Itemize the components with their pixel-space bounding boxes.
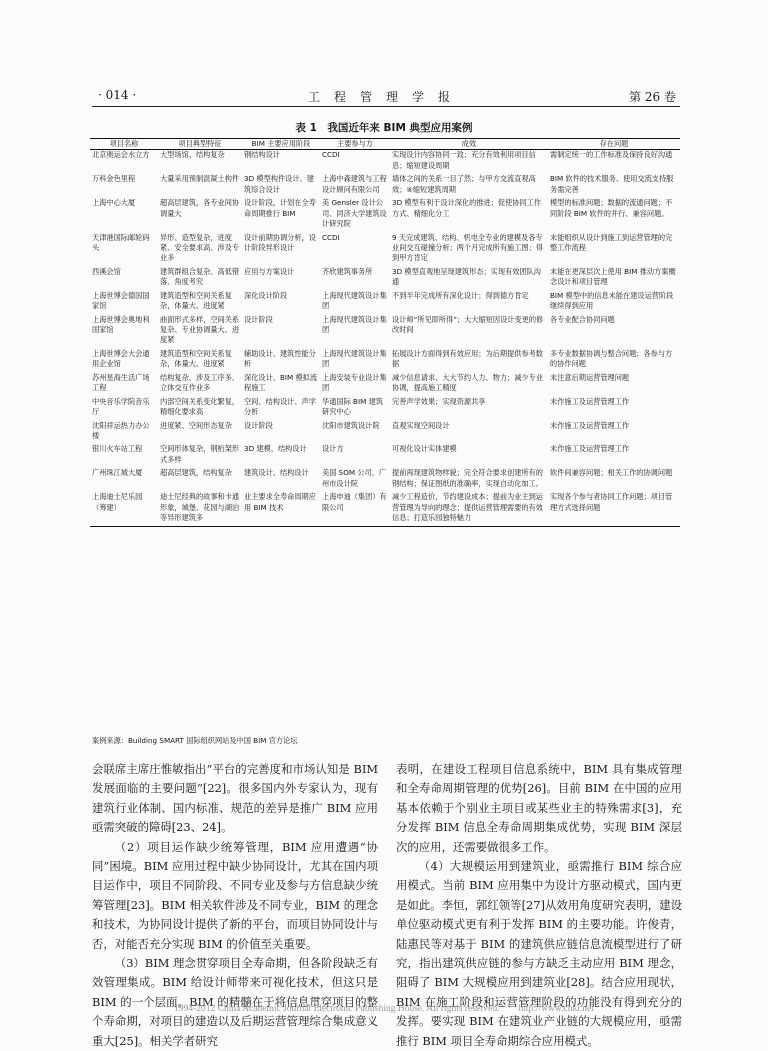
paragraph: 表明，在建设工程项目信息系统中，BIM 具有集成管理和全寿命周期管理的优势[26]。目前 BIM 在中国的应用基本依赖于个别业主项目或某些业主的特殊需求[3]，充分发挥 BIM 信息全寿命周期集成优势，实现 BIM 深层次的应用，还需要做很多工作。 xyxy=(396,762,682,854)
paragraph: （2）项目运作缺少统筹管理，BIM 应用遭遇“协同”困境。BIM 应用过程中缺少协同设计，尤其在国内项目运作中，项目不同阶段、不同专业及参与方信息缺少统筹管理[23]。BIM 相关软件涉及不同专业，BIM 的理念和技术，为协同设计提供了新的平台，而项目协同设计与否，对能否充分实现 BIM 的价值至关重要。 xyxy=(92,839,378,951)
table-row xyxy=(90,267,680,291)
column-header: 项目名称 xyxy=(90,139,158,150)
table-cell: 天津港国际邮轮码头 xyxy=(92,232,150,252)
table-cell: 迪士尼经典的故事和卡通形象，城堡、花园与湖泊等异形建筑多 xyxy=(158,492,242,527)
table-cell: 建筑造型和空间关系复杂，体量大、进度紧 xyxy=(160,348,232,369)
table-cell: 9 天完成建筑、结构、机电全专业的建模及各专业间交互碰撞分析；两个月完成所有施工图；得到甲方肯定 xyxy=(392,232,543,263)
table-cell: 设计阶段 xyxy=(244,420,273,430)
table-row xyxy=(90,150,680,174)
table-cell: 设计师“所见即所得”；大大缩短因设计变更的修改时间 xyxy=(392,314,544,334)
table-row xyxy=(90,373,680,397)
paragraph: （4）大规模运用到建筑业，亟需推行 BIM 综合应用模式。当前 BIM 应用集中为设计方驱动模式，国内更是如此。李恒，郭红领等[27]从效用角度研究表明，建设单位驱动模式更有利于发挥 BIM 的主要功能。许俊青，陆惠民等对基于 BIM 的建筑供应链信息流模型进行了研究，指出建筑供应链的参与方缺乏主动应用 BIM 理念，阻碍了 BIM 大规模应用到建筑业[28]。结合应用现状，BIM 在施工阶段和运营管理阶段的功能没有得到充分的发挥。要实现 BIM 在建筑业产业链的大规模应用，亟需推行 BIM 项目全寿命期综合应用模式。 xyxy=(396,859,682,1048)
table-cell: 空间、结构设计、声学分析 xyxy=(244,396,316,417)
table-cell: 中央音乐学院音乐厅 xyxy=(92,396,150,417)
table-cell: 建筑设计、结构设计 xyxy=(244,468,309,478)
table-cell: CCDI xyxy=(322,150,340,160)
table-cell: 辅助设计、建筑性能分析 xyxy=(244,348,316,369)
table-cell: 齐欣建筑事务所 xyxy=(322,266,373,276)
bim-cases-table xyxy=(90,138,680,527)
table-cell: 多专业数据协调与整合问题；各参与方的协作问题 xyxy=(550,348,673,369)
table-cell: 苏州星海生活广场工程 xyxy=(92,372,150,393)
table-cell: BIM 模型中的信息未能在建设运营阶段继续得到应用 xyxy=(550,290,674,311)
table-cell: 万科金色里程 xyxy=(92,174,136,184)
table-cell: 上海现代建筑设计集团 xyxy=(322,290,387,311)
table-row xyxy=(90,421,680,445)
table-cell: 沈阳市建筑设计院 xyxy=(322,420,380,430)
table-cell: 减少信息请求、大大节约人力、物力；减少专业协调，提高施工精度 xyxy=(392,372,543,393)
table-cell: 上海申迪（集团）有限公司 xyxy=(320,492,390,527)
table-cell: 建筑群组合复杂、高低错落、角度考究 xyxy=(160,266,240,287)
table-row xyxy=(90,492,680,527)
table-cell: 超高层建筑，结构复杂 xyxy=(160,468,232,478)
table-cell: 设计前期协调分析，设计阶段异形设计 xyxy=(244,232,316,252)
table-cell: 未作施工及运营管理工作 xyxy=(550,396,630,406)
table-cell: 实现各个参与者协同工作问题；项目管理方式选择问题 xyxy=(548,492,680,527)
page-number: · 014 · xyxy=(98,88,137,102)
table-row xyxy=(90,291,680,315)
table-cell: 建筑造型和空间关系复杂，体量大、进度紧 xyxy=(160,290,232,311)
table-cell: 未能组织从设计到施工到运营管理的完整工作流程 xyxy=(550,232,673,252)
table-cell: 墙体之间的关系一目了然；与甲方交流直观高效；④缩短建筑周期 xyxy=(392,174,536,194)
table-cell: 模型的标准问题；数据的流通问题；不同阶段 BIM 软件的并行、兼容问题。 xyxy=(550,198,673,218)
table-source-note: 案例来源：Building SMART 国际组织网站及中国 BIM 官方论坛 xyxy=(92,736,298,745)
table-cell: 业主要求全寿命周期应用 BIM 技术 xyxy=(242,492,320,527)
table-cell: 美 Gensler 设计公司、同济大学建筑设计研究院 xyxy=(322,198,387,229)
table-cell: BIM 软件的技术服务、使用交流支持服务需完善 xyxy=(550,174,674,194)
table-title: 表 1 我国近年来 BIM 典型应用案例 xyxy=(295,122,473,134)
table-cell: 上海世博会大会通用企业馆 xyxy=(92,348,150,369)
table-cell: 设计方 xyxy=(322,444,344,454)
journal-name: 工程管理学报 xyxy=(307,90,464,104)
table-cell: 上海安装专业设计集团 xyxy=(322,372,387,393)
table-cell: 超高层建筑，各专业间协调量大 xyxy=(160,198,240,218)
table-cell: 可视化设计实体建模 xyxy=(392,444,457,454)
table-cell: 设计阶段 xyxy=(244,314,273,324)
table-cell: 3D 模型有利于设计深化的推进；促使协同工作方式、精细化分工 xyxy=(392,198,541,218)
paragraph: （3）BIM 理念贯穿项目全寿命期，但各阶段缺乏有效管理集成。BIM 给设计师带来可视化技术，但这只是 BIM 的一个层面。BIM 的精髓在于将信息贯穿项目的整个寿命期，对项目的建造以及后期运营管理综合集成意义重大[25]。相关学者研究 xyxy=(92,956,379,1048)
table-cell: 深化设计阶段 xyxy=(244,290,288,300)
table-cell: 设计阶段，计划在全寿命周期推行 BIM xyxy=(244,198,316,218)
table-cell: 上海现代建筑设计集团 xyxy=(322,314,387,334)
table-cell: 钢结构设计 xyxy=(244,150,280,160)
table-cell: 拓展设计方面得到有效应用；为后期提供参考数据 xyxy=(392,348,543,369)
paragraph: 会联席主席庄惟敏指出“平台的完善度和市场认知是 BIM 发展面临的主要问题”[22]。很多国内外专家认为，现有建筑行业体制、国内标准、规范的差异是推广 BIM 应用亟需突破的障碍[23、24]。 xyxy=(92,762,378,835)
table-cell: 3D 建模、结构设计 xyxy=(244,444,307,454)
table-cell: 空间形体复杂，钢桁架形式多样 xyxy=(160,444,240,464)
column-header: 主要参与方 xyxy=(320,139,390,150)
table-cell: 3D 模型直观地呈现建筑形态；实现有效团队沟通 xyxy=(392,266,541,287)
table-cell: 西溪会馆 xyxy=(92,266,121,276)
table-cell: 减少工程造价，节约建设成本；提前为业主到运营管理为导向的理念；提供运营管理需要的有效信息；打造乐园独特魅力 xyxy=(390,492,548,527)
table-cell: 北京奥运会水立方 xyxy=(92,150,150,160)
table-cell: 各专业配合协同问题 xyxy=(550,314,615,324)
table-row xyxy=(90,349,680,373)
table-row xyxy=(90,468,680,492)
table-cell: 未作施工及运营管理工作 xyxy=(550,444,630,454)
table-cell: 未能在更深层次上使用 BIM 推动方案概念设计和项目管理 xyxy=(550,266,676,287)
table-cell: CCDI xyxy=(322,232,340,242)
table-cell: 上海世博会德国国家馆 xyxy=(92,290,150,311)
table-cell: 3D 模型构件设计、建筑综合设计 xyxy=(244,174,314,194)
table-cell: 上海现代建筑设计集团 xyxy=(322,348,387,369)
table-row xyxy=(90,233,680,267)
table-cell: 应用与方案设计 xyxy=(244,266,295,276)
table-cell: 结构复杂、涉及工序多、立体交互作业多 xyxy=(160,372,240,393)
table-row xyxy=(90,198,680,232)
table-row xyxy=(90,444,680,468)
table-row xyxy=(90,315,680,349)
table-cell: 实现设计内容协同一致；充分有效利用项目信息；缩短建设周期 xyxy=(392,150,536,170)
table-cell: 提前再现建筑物样貌；完全符合要求创建所有的钢结构；保证图纸的准确率，实现自动化加工。 xyxy=(392,468,543,488)
table-cell: 异形、造型复杂，进度紧、安全要求高、涉及专业多 xyxy=(160,232,240,263)
volume-label: 第 26 卷 xyxy=(629,90,676,104)
column-header: BIM 主要应用阶段 xyxy=(242,139,320,150)
table-cell: 完善声学效果；实现资源共享 xyxy=(392,396,486,406)
table-row xyxy=(90,397,680,421)
copyright-footer: 1994-2012 China Academic Journal Electronic Publishing House. All rights reserved. http://www.cnki.net xyxy=(174,1004,594,1014)
table-cell: 银川火车站工程 xyxy=(92,444,143,454)
table-cell: 未注意后期运营管理问题 xyxy=(550,372,630,382)
table-cell: 大型场馆、结构复杂 xyxy=(160,150,225,160)
table-cell: 需制定统一的工作标准及保持良好沟通 xyxy=(550,150,673,160)
table-cell: 内部空间关系变化繁复，精细化要求高 xyxy=(160,396,240,417)
table-cell: 曲面形式多样，空间关系复杂、专业协调量大、进度紧 xyxy=(160,314,240,345)
table-cell: 不到半年完成所有深化设计；得到德方肯定 xyxy=(392,290,529,300)
table-cell: 大量采用预制混凝土构件 xyxy=(160,174,240,184)
column-header: 成效 xyxy=(390,139,548,150)
column-header: 存在问题 xyxy=(548,139,680,150)
table-cell: 沈阳祥运热力办公楼 xyxy=(92,420,150,440)
table-cell: 直观实现空间设计 xyxy=(392,420,450,430)
table-cell: 上海中森建筑与工程设计顾问有限公司 xyxy=(322,174,387,194)
table-cell: 广州珠江城大厦 xyxy=(92,468,143,478)
table-row xyxy=(90,174,680,198)
column-header: 项目典型特征 xyxy=(158,139,242,150)
table-cell: 美国 SOM 公司、广州市设计院 xyxy=(322,468,387,488)
table-header-row xyxy=(90,139,680,150)
table-cell: 软件间兼容问题；相关工作的协调问题 xyxy=(550,468,673,478)
table-cell: 华通国际 BIM 建筑研究中心 xyxy=(322,396,383,417)
table-cell: 进度紧、空间形态复杂 xyxy=(160,420,232,430)
table-cell: 上海中心大厦 xyxy=(92,198,136,208)
table-cell: 深化设计、BIM 模拟流程施工 xyxy=(244,372,318,393)
table-cell: 上海迪士尼乐园（筹建） xyxy=(90,492,158,527)
table-cell: 上海世博会奥地利国家馆 xyxy=(92,314,150,334)
running-header xyxy=(92,86,680,107)
table-cell: 未作施工及运营管理工作 xyxy=(550,420,630,430)
